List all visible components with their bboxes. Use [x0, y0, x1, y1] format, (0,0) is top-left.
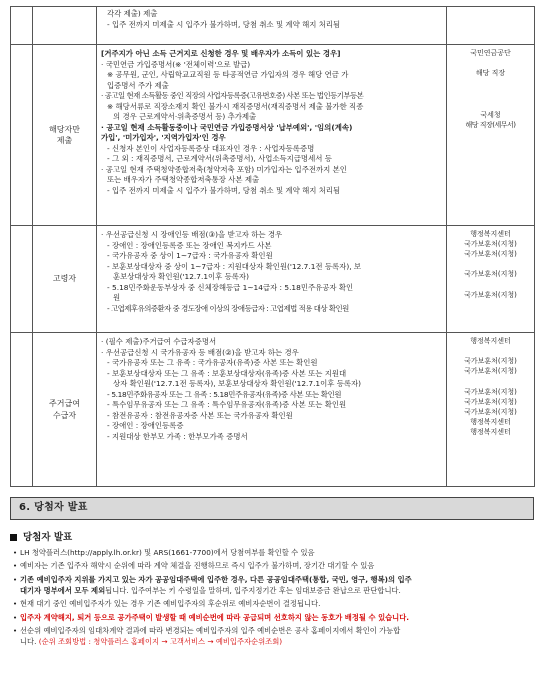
document-list-cell	[97, 45, 447, 226]
bullet-icon: •	[12, 612, 18, 622]
document-line: - 5.18민주화유공자 또는 그 유족 : 5.18민주유공자(유족)증 사본 또는 확인원	[107, 389, 342, 399]
document-line: - 국가유공자 또는 그 유족 : 국가유공자(유족)증 사본 또는 확인원	[107, 358, 318, 368]
issuing-office: 행정복지센터	[470, 427, 511, 436]
issuing-office: 국가보훈처(지청)	[464, 290, 517, 299]
document-line: 또는 배우자가 주택청약종합저축통장 사본 제출	[107, 175, 260, 185]
row-label-cell	[33, 226, 97, 333]
row-label: 수급자	[52, 410, 77, 420]
note-segment: 니다.	[20, 637, 39, 647]
document-line: 상자 확인원('12.7.1전 등록자), 보훈보상대상자 확인원('12.7.1이후 등록자)	[113, 379, 362, 389]
document-line: 가입', '미가입자', '지역가입자'인 경우	[101, 133, 226, 143]
document-line: 원	[113, 293, 121, 303]
category-cell	[11, 7, 33, 45]
document-line: [거주지가 아닌 소득 근거지로 신청한 경우 및 배우자가 소득이 있는 경우]	[101, 49, 341, 58]
issuing-office: 국가보훈처(지청)	[464, 270, 517, 279]
document-list-cell	[97, 7, 447, 45]
note-segment: 입주자 계약해지, 퇴거 등으로 공가주택이 발생할 때 예비순번에 따라 공급되며 선호하지 않는 동호가 배정될 수 있습니다.	[20, 612, 410, 622]
category-cell	[11, 226, 33, 333]
document-line: 입증명서 주가 제출	[107, 80, 169, 90]
issuing-office: 국가보훈처(지청)	[464, 387, 517, 396]
issuing-office: 국세청	[480, 110, 501, 119]
section-heading	[10, 497, 534, 520]
note-item	[10, 575, 534, 597]
spacer	[449, 90, 532, 101]
document-line: 의 경우 근로계약서·위촉증명서 등) 추가제출	[113, 112, 257, 122]
category-cell	[11, 45, 33, 226]
bullet-icon: •	[12, 561, 18, 571]
note-segment: (순위 조회방법 : 청약플러스 홈페이지 → 고객서비스 → 예비입주자순위조회)	[38, 637, 283, 647]
issuing-office: 국민연금공단	[470, 49, 511, 57]
document-line: - 지원대상 한부모 가족 : 한부모가족 증명서	[107, 431, 248, 441]
note-item	[10, 548, 534, 559]
document-line: · 공고일 현재 주택청약종합저축(청약저축 포함) 미가입자는 입주전까지 본인	[101, 164, 347, 174]
spacer	[449, 280, 532, 291]
note-text	[20, 548, 534, 559]
spacer	[449, 377, 532, 388]
note-segment: 대기자 명부에서 모두 제외	[20, 585, 106, 595]
table-row	[11, 45, 535, 226]
sub-heading	[10, 531, 72, 544]
note-text	[20, 561, 534, 572]
document-line: - 입주 전까지 미제출 시 입주가 불가하며, 당첨 취소 및 계약 해지 처리됨	[107, 19, 341, 29]
issuing-office: 국가보훈처(지청)	[464, 397, 517, 406]
document-line: · 국민연금 가입증명서(※ '전체이력'으로 발급)	[101, 59, 251, 69]
document-line: - 고엽제후유의증환자 중 경도장애 이상의 장애등급자 : 고엽제법 적용 대상 확인원	[107, 303, 349, 313]
issuing-office: 국가보훈처(지청)	[464, 239, 517, 248]
note-text	[20, 575, 534, 597]
document-line: - 입주 전까지 미제출 시 입주가 불가하며, 당첨 취소 및 계약 해지 처리됨	[107, 185, 341, 195]
document-line: · 공고일 현재 소득활동 중인 직장의 사업자등록증(고유번호증) 사본 또는 법인등기부등본	[101, 91, 364, 101]
document-line: · 우선공급신청 시 장애인등 배점(③)을 받고자 하는 경우	[101, 230, 283, 239]
document-line: · (필수 제출)주거급여 수급자증명서	[101, 337, 217, 346]
issuing-office: 행정복지센터	[470, 230, 511, 238]
note-line	[20, 586, 534, 597]
bullet-icon: •	[12, 548, 18, 557]
note-line	[20, 637, 534, 648]
issuing-office: 행정복지센터	[470, 417, 511, 426]
announcement-notes	[10, 548, 534, 651]
bullet-icon: •	[12, 626, 18, 636]
note-text	[20, 626, 534, 648]
table-row	[11, 333, 535, 487]
document-line: - 장애인 : 장애인등록증 또는 장애인 복지카드 사본	[107, 240, 272, 250]
document-line: ※ 공무원, 군인, 사립학교교직원 등 타공적연금 가입자의 경우 해당 연금 가	[107, 70, 349, 80]
issuing-office-cell	[447, 226, 535, 333]
note-line	[20, 548, 534, 559]
square-bullet-icon	[10, 534, 17, 541]
document-line: ※ 해당서류로 직장소재지 확인 불가시 재직증명서(재직증명서 제출 불가한 직종	[107, 101, 364, 111]
document-line: - 장애인 : 장애인등록증	[107, 421, 184, 431]
section-title: 6. 당첨자 발표	[19, 502, 88, 514]
table-row	[11, 226, 535, 333]
document-line: - 그 외 : 재직증명서, 근로계약서(위촉증명서), 사업소득지급명세서 등	[107, 154, 332, 164]
issuing-office-cell	[447, 333, 535, 487]
document-line: · 우선공급신청 시 국가유공자 등 배점(②)을 받고자 하는 경우	[101, 347, 299, 357]
note-text	[20, 599, 534, 610]
note-item	[10, 626, 534, 648]
issuing-office: 해당 직장	[475, 69, 506, 78]
note-segment: 예비자는 기존 입주자 해약시 순위에 따라 계약 체결을 진행하므로 즉시 입주가 불가하며, 장기간 대기할 수 있음	[20, 561, 375, 571]
issuing-office: 해당 직장(세무서)	[465, 120, 516, 129]
note-line	[20, 626, 534, 637]
issuing-office-cell	[447, 7, 535, 45]
document-list-cell	[97, 226, 447, 333]
note-segment: 됩니다. 입주여부는 키 수령일을 말하며, 입주지정기간 후는 임대보증금 완납으로 판단합니다.	[105, 585, 401, 595]
note-item	[10, 561, 534, 572]
note-item	[10, 613, 534, 624]
spacer	[449, 260, 532, 271]
bullet-icon: •	[12, 599, 18, 609]
spacer	[449, 100, 532, 111]
note-line	[20, 561, 534, 572]
spacer	[449, 59, 532, 70]
note-text	[20, 613, 534, 624]
issuing-office: 국가보훈처(지청)	[464, 367, 517, 376]
issuing-office-cell	[447, 45, 535, 226]
spacer	[449, 347, 532, 358]
document-line: - 보훈보상대상자 중 상이 1~7급자 : 지원대상자 확인원('12.7.1전 등록자), 보	[107, 261, 362, 271]
note-segment: 선순위 예비입주자의 임대차계약 결과에 따라 변경되는 예비입주자의 입주 예비순번은 공사 홈페이지에서 확인이 가능합	[20, 626, 401, 636]
bullet-icon: •	[12, 574, 18, 584]
spacer	[449, 79, 532, 90]
sub-heading-text: 당첨자 발표	[23, 532, 73, 543]
document-line: - 특수임무유공자 또는 그 유족 : 특수임무유공자(유족)증 사본 또는 확인원	[107, 400, 347, 410]
note-segment: LH 청약플러스(http://apply.lh.or.kr) 및 ARS(1661-7700)에서 당첨여부를 확인할 수 있음	[20, 548, 315, 557]
issuing-office: 국가보훈처(지청)	[464, 407, 517, 416]
issuing-office: 행정복지센터	[470, 337, 511, 345]
note-line	[20, 613, 534, 624]
documents-table	[10, 6, 535, 487]
issuing-office: 국가보훈처(지청)	[464, 249, 517, 258]
document-list-cell	[97, 333, 447, 487]
row-label-cell	[33, 333, 97, 487]
note-segment: 기존 예비입주자 지위를 가지고 있는 자가 공공임대주택에 입주한 경우, 다른 공공임대주택(통합, 국민, 영구, 행복)의 입주	[20, 574, 412, 584]
document-line: - 참전유공자 : 참전유공자증 사본 또는 국가유공자 확인원	[107, 410, 293, 420]
category-cell	[11, 333, 33, 487]
document-line: - 5.18민주화운동부상자 중 신체장해등급 1~14급자 : 5.18민주유공자 확인	[107, 282, 354, 292]
note-line	[20, 575, 534, 586]
document-line: · 공고일 현재 소득활동중이나 국민연금 가입증명서상 '납부예외', '임의(계속)	[101, 122, 353, 132]
table-row	[11, 7, 535, 45]
row-label-cell	[33, 45, 97, 226]
note-segment: 현재 대기 중인 예비입주자가 있는 경우 기존 예비입주자의 후순위로 예비자순번이 결정됩니다.	[20, 599, 321, 609]
row-label: 해당자만	[49, 124, 80, 134]
row-label: 주거급여	[49, 399, 80, 409]
row-label-cell	[33, 7, 97, 45]
document-line: - 국가유공자 중 상이 1~7급자 : 국가유공자 확인원	[107, 251, 273, 261]
note-item	[10, 599, 534, 610]
document-line: - 신청자 본인이 사업자등록증상 대표자인 경우 : 사업자등록증명	[107, 143, 315, 153]
issuing-office: 국가보훈처(지청)	[464, 357, 517, 366]
document-line: - 보훈보상대상자 또는 그 유족 : 보훈보상대상자(유족)증 사본 또는 지원대	[107, 368, 347, 378]
note-line	[20, 599, 534, 610]
document-line: 훈보상대상자 확인원('12.7.1이후 등록자)	[113, 272, 249, 282]
document-line: 각각 제출) 제출	[107, 9, 158, 18]
row-label: 제출	[56, 136, 73, 145]
row-label: 고령자	[52, 274, 77, 284]
